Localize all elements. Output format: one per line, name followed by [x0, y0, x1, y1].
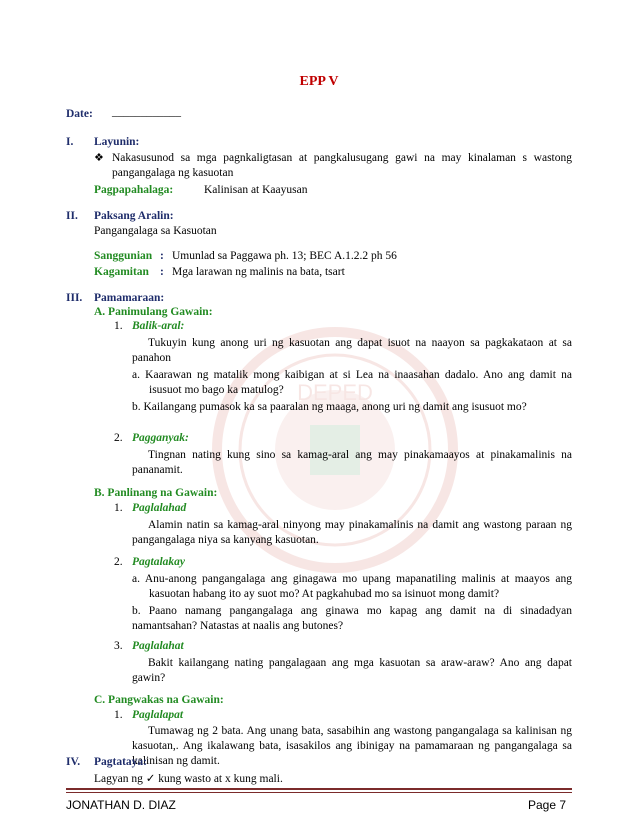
b2-heading: Pagtalakay — [132, 556, 186, 568]
a2-text: Tingnan nating kung sino sa kamag-aral ang may pinakamaayos at pinakamalinis na pananamit. — [132, 449, 572, 476]
a1-text: Tukuyin kung anong uri ng kasuotan ang dapat isuot na naayon sa pagkakataon at sa panahon — [132, 337, 572, 364]
reference-label: Sanggunian — [94, 250, 153, 262]
section-3-heading: Pamamaraan: — [94, 292, 165, 304]
topic-text: Pangangalaga sa Kasuotan — [94, 225, 217, 237]
subsection-a-heading: A. Panimulang Gawain: — [94, 306, 213, 318]
b1-text: Alamin natin sa kamag-aral ninyong may pinakamalinis na damit ang wastong paraan ng pangangalaga niya sa kanyang kasuotan. — [132, 519, 572, 546]
c1-text: Tumawag ng 2 bata. Ang unang bata, sasabihin ang wastong pangangalaga sa kalinisan ng kasuotan,. Ang ikalawang bata, isasakilos ang ibinigay na pamamaraan ng pangangalaga sa kalinisan ng damit. — [132, 725, 572, 767]
section-1-heading: Layunin: — [94, 136, 140, 148]
section-4-heading: Pagtataya: — [94, 756, 148, 768]
instruction-pre: Lagyan ng — [94, 773, 143, 785]
b3-number: 3. — [114, 640, 123, 652]
b2-number: 2. — [114, 556, 123, 568]
a1-item-b: b. Kailangang pumasok ka sa paaralan ng maaga, anong uri ng damit ang isusuot mo? — [132, 401, 527, 413]
c1-number: 1. — [114, 709, 123, 721]
subsection-b-heading: B. Panlinang na Gawain: — [94, 487, 218, 499]
value-text: Kalinisan at Kaayusan — [204, 184, 308, 196]
section-2-heading: Paksang Aralin: — [94, 210, 174, 222]
b2-item-b: b. Paano namang pangangalaga ang ginawa mo kapag ang damit na di sinadadyan namantsahan? Natastas at naalis ang butones? — [132, 605, 572, 632]
footer-author: JONATHAN D. DIAZ — [66, 798, 176, 812]
materials-colon: : — [160, 266, 164, 278]
checkmark-icon: ✓ — [145, 771, 156, 785]
section-2-number: II. — [66, 210, 78, 222]
b2-item-a: a. Anu-anong pangangalaga ang ginagawa mo upang mapanatiling malinis at maayos ang kasuotan habang ito ay suot mo? At pagkahubad mo sa isinuot mong damit? — [132, 573, 572, 600]
date-blank: ____________ — [112, 106, 181, 118]
footer-divider — [66, 788, 572, 790]
a2-number: 2. — [114, 432, 123, 444]
a1-heading: Balik-aral: — [132, 320, 185, 332]
date-label: Date: — [66, 108, 93, 120]
a2-heading: Pagganyak: — [132, 432, 189, 444]
objective-text: Nakasusunod sa mga pagnkaligtasan at pangkalusugang gawi na may kinalaman s wastong pangangalaga ng kasuotan — [112, 152, 572, 179]
section-1-number: I. — [66, 136, 74, 148]
materials-label: Kagamitan — [94, 266, 149, 278]
b3-heading: Paglalahat — [132, 640, 184, 652]
footer-page-number: Page 7 — [528, 798, 567, 812]
section-3-number: III. — [66, 292, 83, 304]
b1-number: 1. — [114, 502, 123, 514]
footer-divider-thin — [66, 792, 572, 793]
reference-colon: : — [160, 250, 164, 262]
subsection-c-heading: C. Pangwakas na Gawain: — [94, 694, 224, 706]
svg-text:DEPED: DEPED — [297, 380, 373, 405]
page-title: EPP V — [299, 74, 339, 89]
instruction-post: kung wasto at x kung mali. — [158, 773, 283, 785]
c1-heading: Paglalapat — [132, 709, 184, 721]
reference-text: Umunlad sa Paggawa ph. 13; BEC A.1.2.2 ph 56 — [172, 250, 397, 262]
b1-heading: Paglalahad — [132, 502, 187, 514]
section-4-number: IV. — [66, 756, 81, 768]
diamond-bullet-icon: ❖ — [94, 152, 104, 164]
value-label: Pagpapahalaga: — [94, 184, 174, 196]
materials-text: Mga larawan ng malinis na bata, tsart — [172, 266, 345, 278]
b3-text: Bakit kailangang nating pangalagaan ang mga kasuotan sa araw-araw? Ano ang dapat gawin? — [132, 657, 572, 684]
assessment-instruction — [94, 771, 283, 785]
a1-number: 1. — [114, 320, 123, 332]
a1-item-a: a. Kaarawan ng matalik mong kaibigan at si Lea na inaasahan dadalo. Ano ang damit na isusuot mo bago ka matulog? — [132, 369, 572, 396]
